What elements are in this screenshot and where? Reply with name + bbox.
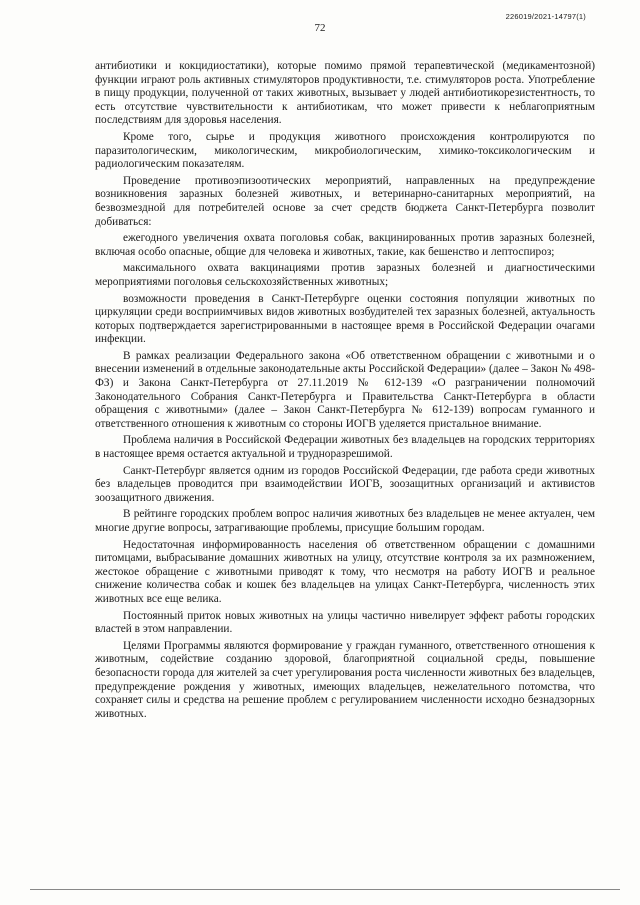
paragraph: максимального охвата вакцинациями против заразных болезней и диагностическими мероприятиями поголовья сельскохозяйственных животных;	[95, 262, 595, 288]
page-number: 72	[314, 22, 326, 34]
paragraph: В рамках реализации Федерального закона «Об ответственном обращении с животными и о внесении изменений в отдельные законодательные акты Российской Федерации» (далее – Закон № 498-ФЗ) и Закона Санкт-Петербурга от 27.11.2019 № 612-139 «О разграничении полномочий Законодательного Собрания Санкт-Петербурга и Правительства Санкт-Петербурга в области обращения с животными» (далее – Закон Санкт-Петербурга № 612-139) вопросам гуманного и ответственного отношения к животным со стороны ИОГВ уделяется пристальное внимание.	[95, 349, 595, 430]
document-code: 226019/2021-14797(1)	[505, 12, 586, 21]
paragraph: Проблема наличия в Российской Федерации животных без владельцев на городских территориях в настоящее время остается актуальной и трудноразрешимой.	[95, 434, 595, 461]
paragraph: Проведение противоэпизоотических мероприятий, направленных на предупреждение возникновения заразных болезней животных, и ветеринарно-санитарных мероприятий, на безвозмездной для потребителей основе за счет средств бюджета Санкт-Петербурга позволит добиваться:	[95, 174, 595, 228]
paragraph: Целями Программы являются формирование у граждан гуманного, ответственного отношения к животным, содействие созданию здоровой, благоприятной социальной среды, повышение безопасности города для жителей за счет урегулирования роста численности животных без владельцев, предупреждение рождения у животных, имеющих владельцев, нежелательного потомства, что сохраняет силы и средства на решение проблем с регулированием численности исходно безнадзорных животных.	[95, 639, 595, 720]
scan-bottom-rule	[30, 889, 620, 890]
paragraph: В рейтинге городских проблем вопрос наличия животных без владельцев не менее актуален, чем многие другие вопросы, затрагивающие проблемы, присущие большим городам.	[95, 508, 595, 534]
paragraph: Санкт-Петербург является одним из городов Российской Федерации, где работа среди животных без владельцев проводится при взаимодействии ИОГВ, зоозащитных организаций и активистов зоозащитного движения.	[95, 464, 595, 504]
paragraph: Постоянный приток новых животных на улицы частично нивелирует эффект работы городских властей в этом направлении.	[95, 609, 595, 636]
paragraph: Кроме того, сырье и продукция животного происхождения контролируются по паразитологическим, микологическим, микробиологическим, химико-токсикологическим и радиологическим показателям.	[95, 130, 595, 171]
paragraph: возможности проведения в Санкт-Петербурге оценки состояния популяции животных по циркуляции среди восприимчивых видов животных возбудителей тех заразных болезней, актуальность которых подтверждается зарегистрированными в настоящее время в Российской Федерации очагами инфекции.	[95, 292, 595, 346]
document-body	[95, 60, 595, 724]
paragraph: ежегодного увеличения охвата поголовья собак, вакцинированных против заразных болезней, включая особо опасные, общие для человека и животных, такие, как бешенство и лептоспироз;	[95, 232, 595, 258]
paragraph: антибиотики и кокцидиостатики), которые помимо прямой терапевтической (медикаментозной) функции играют роль активных стимуляторов продуктивности, т.е. стимуляторов роста. Употребление в пищу продукции, полученной от таких животных, вызывает у людей антибиотикорезистентность, то есть отсутствие чувствительности к антибиотикам, что может привести к неблагоприятным последствиям для здоровья населения.	[95, 60, 595, 127]
paragraph: Недостаточная информированность населения об ответственном обращении с домашними питомцами, выбрасывание домашних животных на улицу, отсутствие контроля за их размножением, жестокое обращение с животными приводят к тому, что несмотря на работу ИОГВ и реальное снижение количества собак и кошек без владельцев на улицах Санкт-Петербурга, численность этих животных все еще велика.	[95, 538, 595, 605]
